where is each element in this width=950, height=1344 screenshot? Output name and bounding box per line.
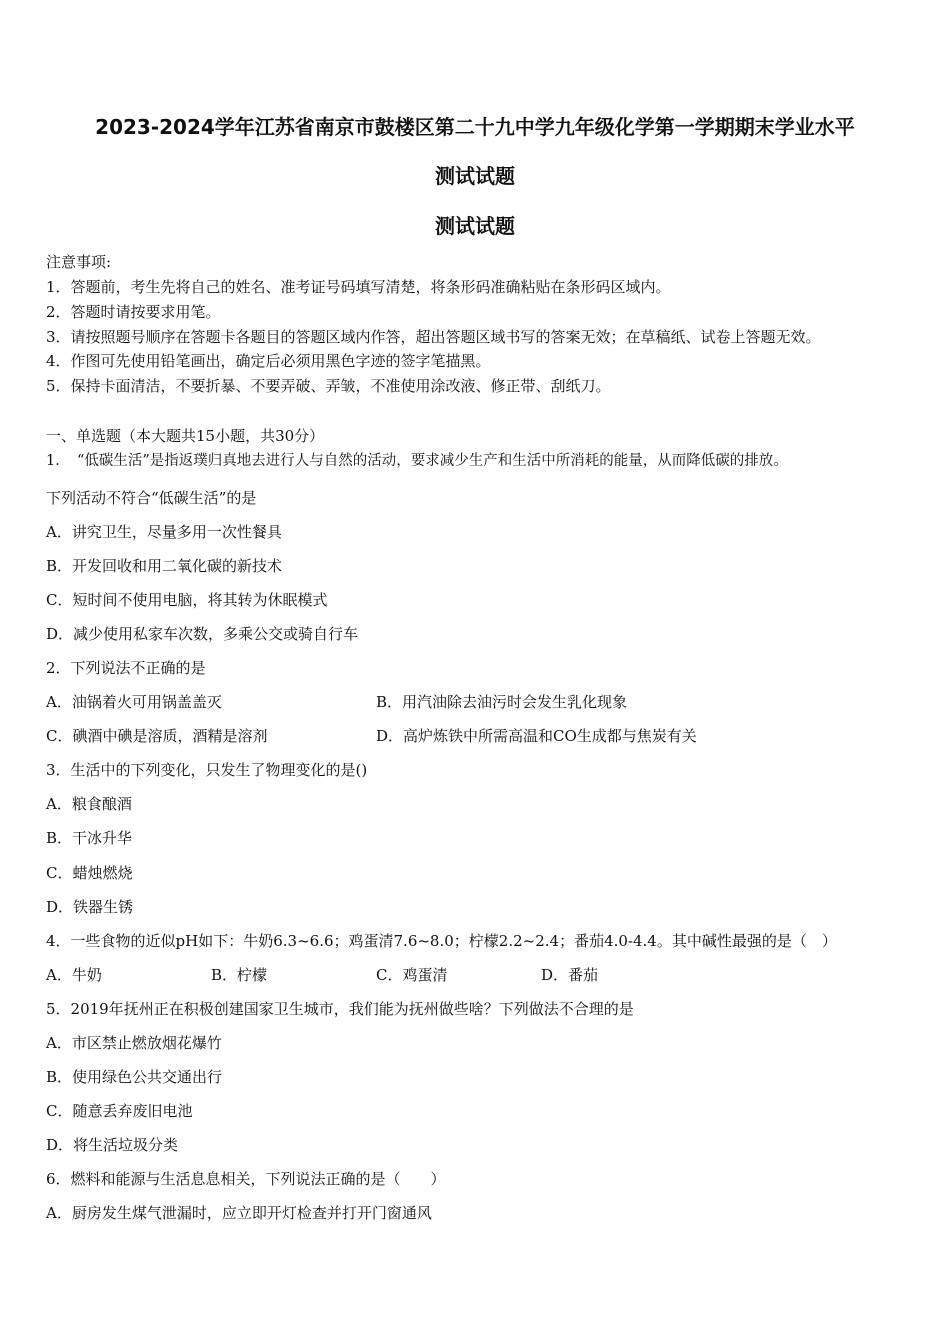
question-4-option-b: B．柠檬 xyxy=(211,966,268,984)
question-5-option-d: D．将生活垃圾分类 xyxy=(46,1136,179,1154)
section-heading: 一、单选题（本大题共15小题，共30分） xyxy=(46,427,325,445)
note-item-1: 1．答题前，考生先将自己的姓名、准考证号码填写清楚，将条形码准确粘贴在条形码区域内。 xyxy=(46,278,671,296)
question-4-option-d: D．番茄 xyxy=(541,966,599,984)
question-5-option-a: A．市区禁止燃放烟花爆竹 xyxy=(46,1034,222,1052)
exam-title-line2: 测试试题 xyxy=(435,164,515,188)
question-2-option-b: B．用汽油除去油污时会发生乳化现象 xyxy=(376,693,628,711)
note-item-2: 2．答题时请按要求用笔。 xyxy=(46,303,221,321)
note-item-4: 4．作图可先使用铅笔画出，确定后必须用黑色字迹的签字笔描黑。 xyxy=(46,352,491,370)
question-3-option-a: A．粮食酿酒 xyxy=(46,795,132,813)
exam-title-line3: 测试试题 xyxy=(435,214,515,238)
question-1-option-b: B．开发回收和用二氧化碳的新技术 xyxy=(46,557,283,575)
question-2-option-c: C．碘酒中碘是溶质，酒精是溶剂 xyxy=(46,727,268,745)
question-1-option-a: A．讲究卫生，尽量多用一次性餐具 xyxy=(46,523,282,541)
question-3-option-d: D．铁器生锈 xyxy=(46,898,134,916)
question-5-option-b: B．使用绿色公共交通出行 xyxy=(46,1068,223,1086)
question-2-stem: 2．下列说法不正确的是 xyxy=(46,659,206,677)
question-4-option-a: A．牛奶 xyxy=(46,966,102,984)
question-1-stem-cont: 下列活动不符合“低碳生活”的是 xyxy=(46,489,257,507)
question-2-option-d: D．高炉炼铁中所需高温和CO生成都与焦炭有关 xyxy=(376,727,697,745)
question-3-stem: 3．生活中的下列变化，只发生了物理变化的是() xyxy=(46,761,368,779)
question-2-option-a: A．油锅着火可用锅盖盖灭 xyxy=(46,693,222,711)
question-6-stem: 6．燃料和能源与生活息息相关，下列说法正确的是（ ） xyxy=(46,1170,446,1188)
notes-heading: 注意事项: xyxy=(46,253,112,271)
question-5-stem: 5．2019年抚州正在积极创建国家卫生城市，我们能为抚州做些啥？下列做法不合理的是 xyxy=(46,1000,634,1018)
question-5-option-c: C．随意丢弃废旧电池 xyxy=(46,1102,193,1120)
question-4-option-c: C．鸡蛋清 xyxy=(376,966,448,984)
question-6-option-a: A．厨房发生煤气泄漏时，应立即开灯检查并打开门窗通风 xyxy=(46,1204,432,1222)
question-1-option-c: C．短时间不使用电脑，将其转为休眠模式 xyxy=(46,591,328,609)
note-item-3: 3．请按照题号顺序在答题卡各题目的答题区域内作答，超出答题区域书写的答案无效；在草稿纸、试卷上答题无效。 xyxy=(46,328,821,346)
question-4-stem: 4．一些食物的近似pH如下：牛奶6.3~6.6；鸡蛋清7.6~8.0；柠檬2.2~2.4；番茄4.0-4.4。其中碱性最强的是（ ） xyxy=(46,932,837,950)
question-3-option-b: B．干冰升华 xyxy=(46,829,133,847)
exam-title-line1: 2023-2024学年江苏省南京市鼓楼区第二十九中学九年级化学第一学期期末学业水平 xyxy=(95,115,855,139)
question-1-stem: 1． “低碳生活”是指返璞归真地去进行人与自然的活动，要求减少生产和生活中所消耗的能量，从而降低碳的排放。 xyxy=(46,453,788,469)
question-1-option-d: D．减少使用私家车次数，多乘公交或骑自行车 xyxy=(46,625,359,643)
note-item-5: 5．保持卡面清洁，不要折暴、不要弄破、弄皱，不准使用涂改液、修正带、刮纸刀。 xyxy=(46,377,611,395)
question-3-option-c: C．蜡烛燃烧 xyxy=(46,864,133,882)
